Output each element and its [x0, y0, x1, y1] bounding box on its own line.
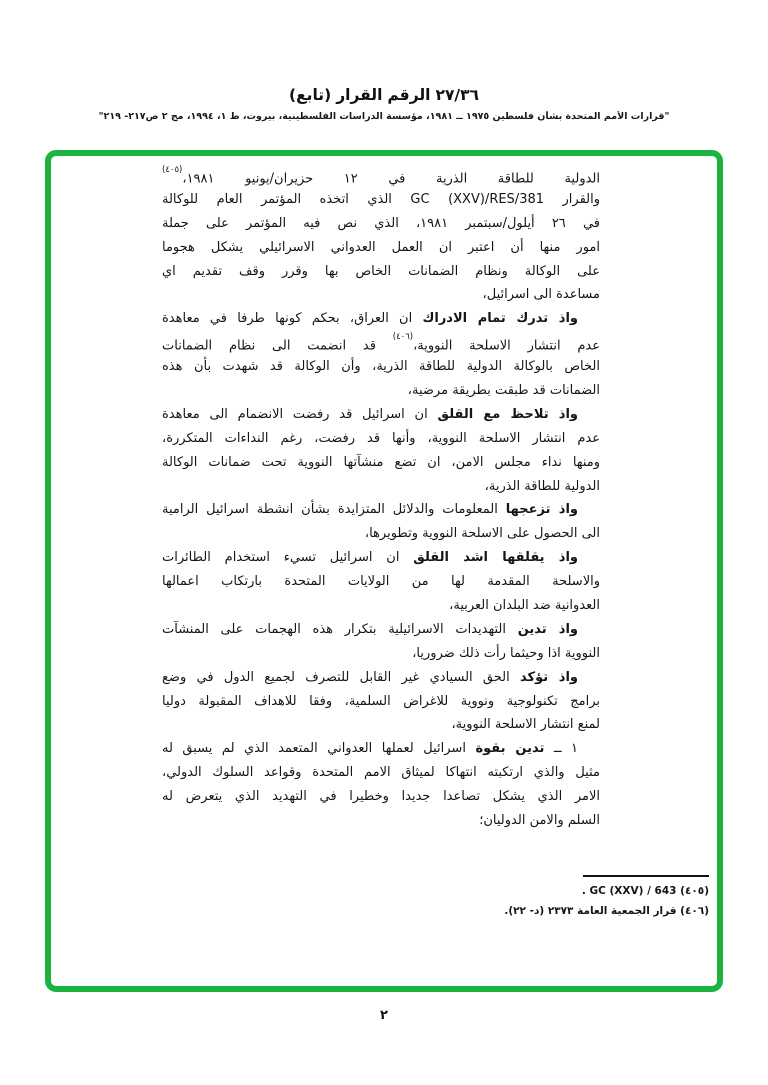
body-line [162, 642, 600, 666]
line-text: الدولية للطاقة الذرية في ١٢ حزيران/يونيو ١٩٨١، [182, 171, 600, 187]
body-line [162, 522, 600, 546]
line-text: النووية اذا وحيثما رأت ذلك ضروريا، [412, 645, 600, 661]
footnotes [289, 881, 709, 921]
line-text: عدم انتشار الاسلحة النووية، [413, 338, 600, 354]
resolution-body [162, 164, 600, 833]
body-line [162, 761, 600, 785]
body-line [162, 379, 600, 403]
footnote-ref: (٤٠٦) [392, 332, 414, 343]
body-line [162, 451, 600, 475]
line-text: ومنها نداء مجلس الامن، ان تضع منشآتها النووية تحت ضمانات الوكالة [162, 454, 600, 470]
line-text: الحق السيادي غير القابل للتصرف لجميع الدول في وضع [162, 669, 521, 685]
line-bold-phrase: واذ تدرك تمام الادراك [422, 311, 578, 327]
line-text: مساعدة الى اسرائيل، [482, 287, 600, 303]
line-text: التهديدات الاسرائيلية بتكرار هذه الهجمات على المنشآت [162, 621, 518, 637]
line-bold-phrase: تدين بقوة [475, 741, 545, 757]
body-line [162, 403, 600, 427]
body-line [162, 785, 600, 809]
line-text: الدولية للطاقة الذرية، [484, 478, 600, 494]
line-bold-phrase: واذ يقلقها اشد القلق [413, 550, 578, 566]
line-text: ١ ــ [544, 741, 579, 757]
footnote-ref: (٤٠٥) [162, 165, 183, 175]
body-line [162, 666, 600, 690]
line-text: امور منها أن اعتبر ان العمل العدواني الاسرائيلي يشكل هجوما [162, 239, 600, 255]
body-line [162, 498, 600, 522]
body-line [162, 355, 600, 379]
body-line [162, 618, 600, 642]
body-line [162, 331, 600, 355]
page-title [0, 86, 768, 104]
body-line [162, 546, 600, 570]
line-text: قد انضمت الى نظام الضمانات [162, 338, 393, 354]
line-text: ان اسرائيل قد رفضت الانضمام الى معاهدة [162, 406, 438, 422]
line-bold-phrase: واذ تزعجها [505, 502, 578, 518]
page-title-part: (تابع) [288, 86, 332, 104]
line-text: السلم والامن الدوليان؛ [479, 813, 600, 829]
line-text: في ٢٦ أيلول/سبتمبر ١٩٨١، الذي نص فيه المؤتمر على جملة [162, 215, 600, 231]
body-line [162, 164, 600, 188]
body-line [162, 212, 600, 236]
line-text: على الوكالة ونظام الضمانات الخاص بها وقرر وقف تقديم اي [162, 263, 600, 279]
line-bold-phrase: واذ تدين [517, 621, 578, 637]
line-text: الخاص بالوكالة الدولية للطاقة الذرية، وأن الوكالة قد شهدت بأن هذه [162, 359, 600, 375]
line-text: لمنع انتشار الاسلحة النووية، [451, 717, 600, 733]
line-text: ان العراق، بحكم كونها طرفا في معاهدة [162, 311, 423, 327]
body-line [162, 260, 600, 284]
body-line [162, 594, 600, 618]
body-line [162, 809, 600, 833]
body-line [162, 713, 600, 737]
line-bold-phrase: واذ تلاحظ مع القلق [437, 406, 578, 422]
body-line [162, 737, 600, 761]
page-title-part: الرقم [387, 86, 431, 104]
line-text: والقرار GC (XXV)/RES/381 الذي اتخذه المؤتمر العام للوكالة [162, 191, 600, 207]
body-line [162, 570, 600, 594]
line-text: الى الحصول على الاسلحة النووية وتطويرها، [364, 526, 600, 542]
green-scan-frame [45, 150, 723, 992]
body-line [162, 690, 600, 714]
line-bold-phrase: واذ تؤكد [520, 669, 578, 685]
body-line [162, 475, 600, 499]
footnote-line: (٤٠٦) قرار الجمعية العامة ٢٣٧٣ (د- ٢٢). [504, 905, 709, 917]
line-text: الامر الذي يشكل تصاعدا جديدا وخطيرا في التهديد الذي يتعرض له [162, 789, 600, 805]
line-text: اسرائيل لعملها العدواني المتعمد الذي لم يسبق له [162, 741, 476, 757]
footnote-separator [583, 875, 709, 877]
line-text: الضمانات قد طبقت بطريقة مرضية، [407, 383, 600, 399]
line-text: ان اسرائيل تسيء استخدام الطائرات [162, 550, 414, 566]
body-line [162, 283, 600, 307]
page-number: ٢ [380, 1008, 388, 1023]
body-line [162, 427, 600, 451]
body-line [162, 188, 600, 212]
line-text: برامج تكنولوجية ونووية للاغراض السلمية، وفقا للاهداف المقبولة دوليا [162, 693, 600, 709]
body-line [162, 307, 600, 331]
page-title-part: ٢٧/٣٦ [435, 86, 480, 104]
line-text: مثيل والذي ارتكبته انتهاكا لميثاق الامم المتحدة وقواعد السلوك الدولي، [162, 765, 600, 781]
line-text: عدم انتشار الاسلحة النووية، وأنها قد رفضت، رغم النداءات المتكررة، [162, 430, 600, 446]
line-text: المعلومات والدلائل المتزايدة بشأن انشطة اسرائيل الرامية [162, 502, 506, 518]
line-text: والاسلحة المقدمة لها من الولايات المتحدة بارتكاب اعمالها [162, 574, 600, 590]
body-line [162, 236, 600, 260]
source-citation: "قرارات الأمم المتحدة بشأن فلسطين ١٩٧٥ ــ ١٩٨١، مؤسسة الدراسات الفلسطينية، بيروت، ط ١، ١٩٩٤، مج ٢ ص٢١٧- ٢١٩" [98, 111, 670, 122]
footnote-line: (٤٠٥) GC (XXV) / 643 . [581, 885, 709, 897]
line-text: العدوانية ضد البلدان العربية، [449, 598, 600, 614]
page-title-part: القرار [336, 86, 383, 104]
